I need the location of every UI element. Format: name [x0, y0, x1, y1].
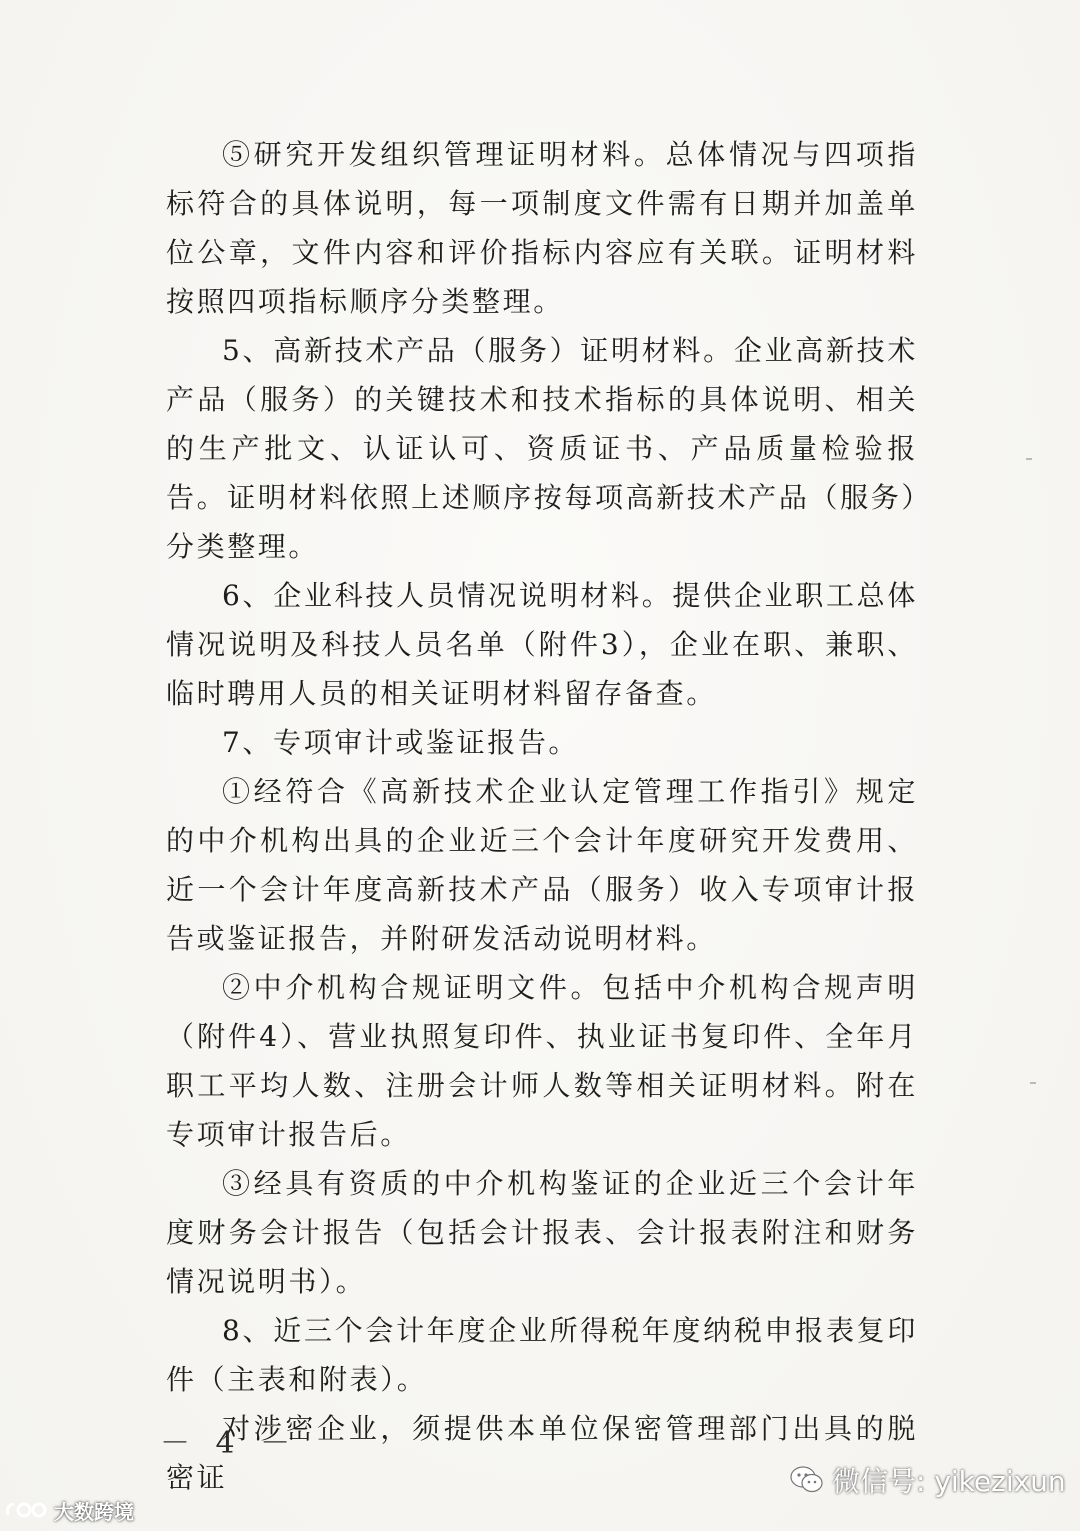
- paragraph-rd-management: ⑤研究开发组织管理证明材料。总体情况与四项指标符合的具体说明，每一项制度文件需有日期并加盖单位公章，文件内容和评价指标内容应有关联。证明材料按照四项指标顺序分类整理。: [166, 138, 918, 318]
- scan-speck: [1026, 458, 1032, 460]
- wechat-id-label: 微信号: yikezixun: [832, 1465, 1066, 1498]
- wechat-icon: [790, 1465, 824, 1495]
- paragraph-audit-report: 7、专项审计或鉴证报告。: [222, 726, 580, 759]
- paragraph-audit-item-3: ③经具有资质的中介机构鉴证的企业近三个会计年度财务会计报告（包括会计报表、会计报表附注和财务情况说明书）。: [166, 1167, 918, 1298]
- paragraph-hightech-products: 5、高新技术产品（服务）证明材料。企业高新技术产品（服务）的关键技术和技术指标的具体说明、相关的生产批文、认证认可、资质证书、产品质量检验报告。证明材料依照上述顺序按每项高新技术产品（服务）分类整理。: [166, 334, 918, 563]
- paragraph-tech-staff: 6、企业科技人员情况说明材料。提供企业职工总体情况说明及科技人员名单（附件3），企业在职、兼职、临时聘用人员的相关证明材料留存备查。: [166, 579, 918, 710]
- paragraph-audit-item-2: ②中介机构合规证明文件。包括中介机构合规声明（附件4）、营业执照复印件、执业证书复印件、全年月职工平均人数、注册会计师人数等相关证明材料。附在专项审计报告后。: [166, 971, 918, 1151]
- paragraph-audit-item-1: ①经符合《高新技术企业认定管理工作指引》规定的中介机构出具的企业近三个会计年度研究开发费用、近一个会计年度高新技术产品（服务）收入专项审计报告或鉴证报告，并附研发活动说明材料。: [166, 775, 918, 955]
- paragraph-tax-return: 8、近三个会计年度企业所得税年度纳税申报表复印件（主表和附表）。: [166, 1314, 918, 1396]
- paragraph-classified: 对涉密企业，须提供本单位保密管理部门出具的脱密证: [166, 1412, 918, 1494]
- page-number: － 4 －: [160, 1426, 299, 1461]
- scan-speck: [1030, 1082, 1036, 1084]
- wechat-watermark: [790, 1460, 1066, 1500]
- brand-label: 大数跨境: [54, 1499, 134, 1524]
- brand-watermark: [4, 1494, 134, 1526]
- document-body: [166, 130, 918, 1502]
- brand-logo-icon: [4, 1499, 50, 1521]
